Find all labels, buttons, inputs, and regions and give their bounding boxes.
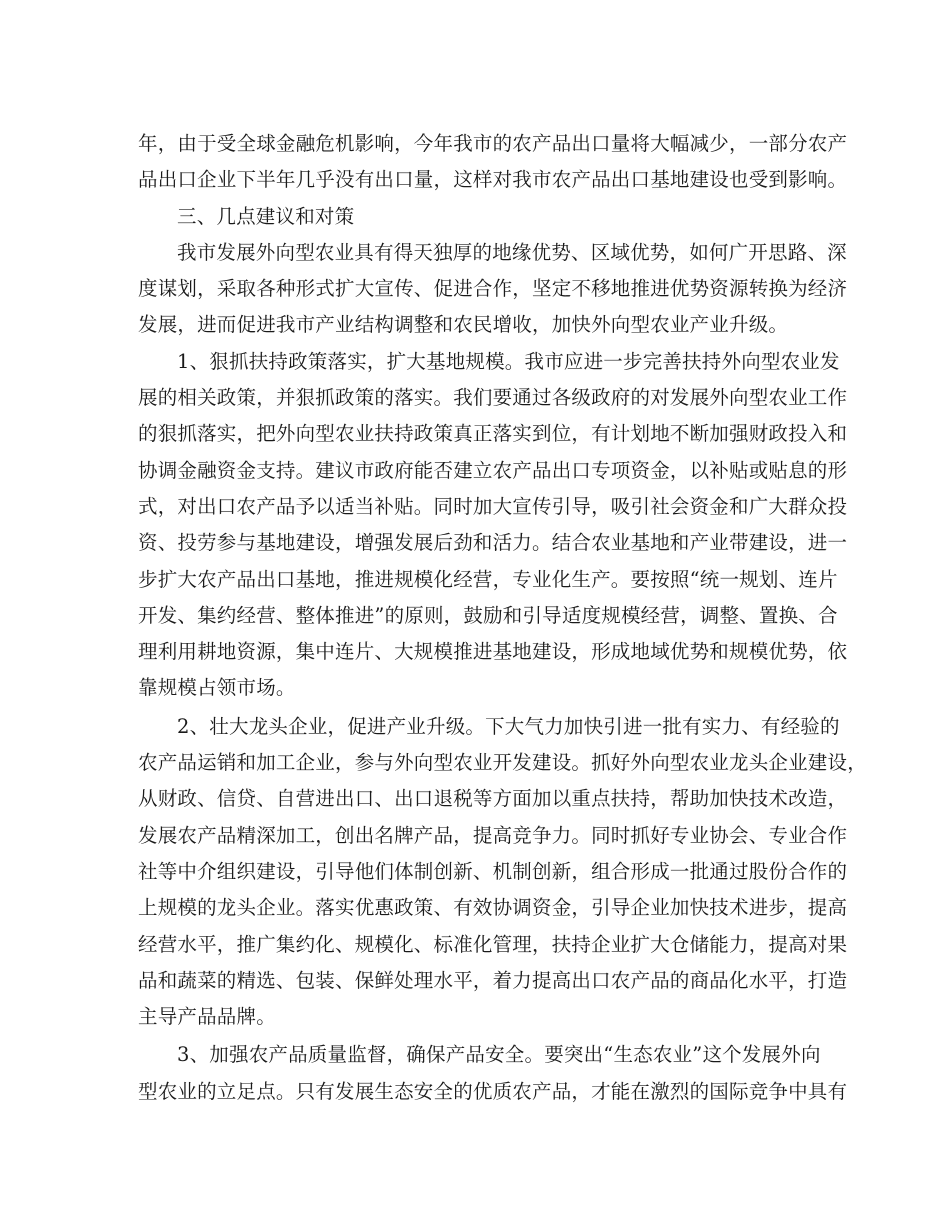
text-line: 农产品运销和加工企业，参与外向型农业开发建设。抓好外向型农业龙头企业建设， (138, 751, 867, 775)
text-line: 发展，进而促进我市产业结构调整和农民增收，加快外向型农业产业升级。 (138, 313, 789, 337)
text-line: 式，对出口农产品予以适当补贴。同时加大宣传引导，吸引社会资金和广大群众投 (138, 494, 848, 518)
text-line: 开发、集约经营、整体推进”的原则，鼓励和引导适度规模经营，调整、置换、合 (138, 603, 838, 627)
text-line: 社等中介组织建设，引导他们体制创新、机制创新，组合形成一批通过股份合作的 (138, 859, 848, 883)
text-line: 发展农产品精深加工，创出名牌产品，提高竞争力。同时抓好专业协会、专业合作 (138, 823, 848, 847)
text-line: 步扩大农产品出口基地，推进规模化经营，专业化生产。要按照“统一规划、连片 (138, 567, 838, 591)
text-line: 我市发展外向型农业具有得天独厚的地缘优势、区域优势，如何广开思路、深 (177, 240, 847, 264)
text-line: 资、投劳参与基地建设，增强发展后劲和活力。结合农业基地和产业带建设，进一 (138, 531, 848, 555)
text-line: 理利用耕地资源，集中连片、大规模推进基地建设，形成地域优势和规模优势，依 (138, 640, 848, 664)
text-line: 上规模的龙头企业。落实优惠政策、有效协调资金，引导企业加快技术进步，提高 (138, 896, 848, 920)
text-line: 靠规模占领市场。 (138, 676, 296, 700)
text-line: 型农业的立足点。只有发展生态安全的优质农产品，才能在激烈的国际竞争中具有 (138, 1079, 848, 1103)
section-heading: 三、几点建议和对策 (177, 204, 355, 228)
text-line: 主导产品品牌。 (138, 1005, 276, 1029)
document-body (138, 126, 867, 1110)
text-line: 品出口企业下半年几乎没有出口量，这样对我市农产品出口基地建设也受到影响。 (138, 168, 848, 192)
text-line: 经营水平，推广集约化、规模化、标准化管理，扶持企业扩大仓储能力，提高对果 (138, 932, 848, 956)
text-line: 年，由于受全球金融危机影响，今年我市的农产品出口量将大幅减少，一部分农产 (138, 132, 848, 155)
text-line: 2、壮大龙头企业，促进产业升级。下大气力加快引进一批有实力、有经验的 (177, 714, 840, 738)
text-line: 的狠抓落实，把外向型农业扶持政策真正落实到位，有计划地不断加强财政投入和 (138, 422, 848, 446)
text-line: 3、加强农产品质量监督，确保产品安全。要突出“生态农业”这个发展外向 (177, 1043, 821, 1067)
text-line: 度谋划，采取各种形式扩大宣传、促进合作，坚定不移地推进优势资源转换为经济 (138, 277, 848, 301)
text-line: 从财政、信贷、自营进出口、出口退税等方面加以重点扶持，帮助加快技术改造， (138, 787, 848, 811)
text-line: 展的相关政策，并狠抓政策的落实。我们要通过各级政府的对发展外向型农业工作 (138, 386, 848, 410)
text-line: 协调金融资金支持。建议市政府能否建立农产品出口专项资金，以补贴或贴息的形 (138, 458, 848, 482)
text-line: 1、狠抓扶持政策落实，扩大基地规模。我市应进一步完善扶持外向型农业发 (177, 349, 840, 373)
text-line: 品和蔬菜的精选、包装、保鲜处理水平，着力提高出口农产品的商品化水平，打造 (138, 968, 848, 992)
